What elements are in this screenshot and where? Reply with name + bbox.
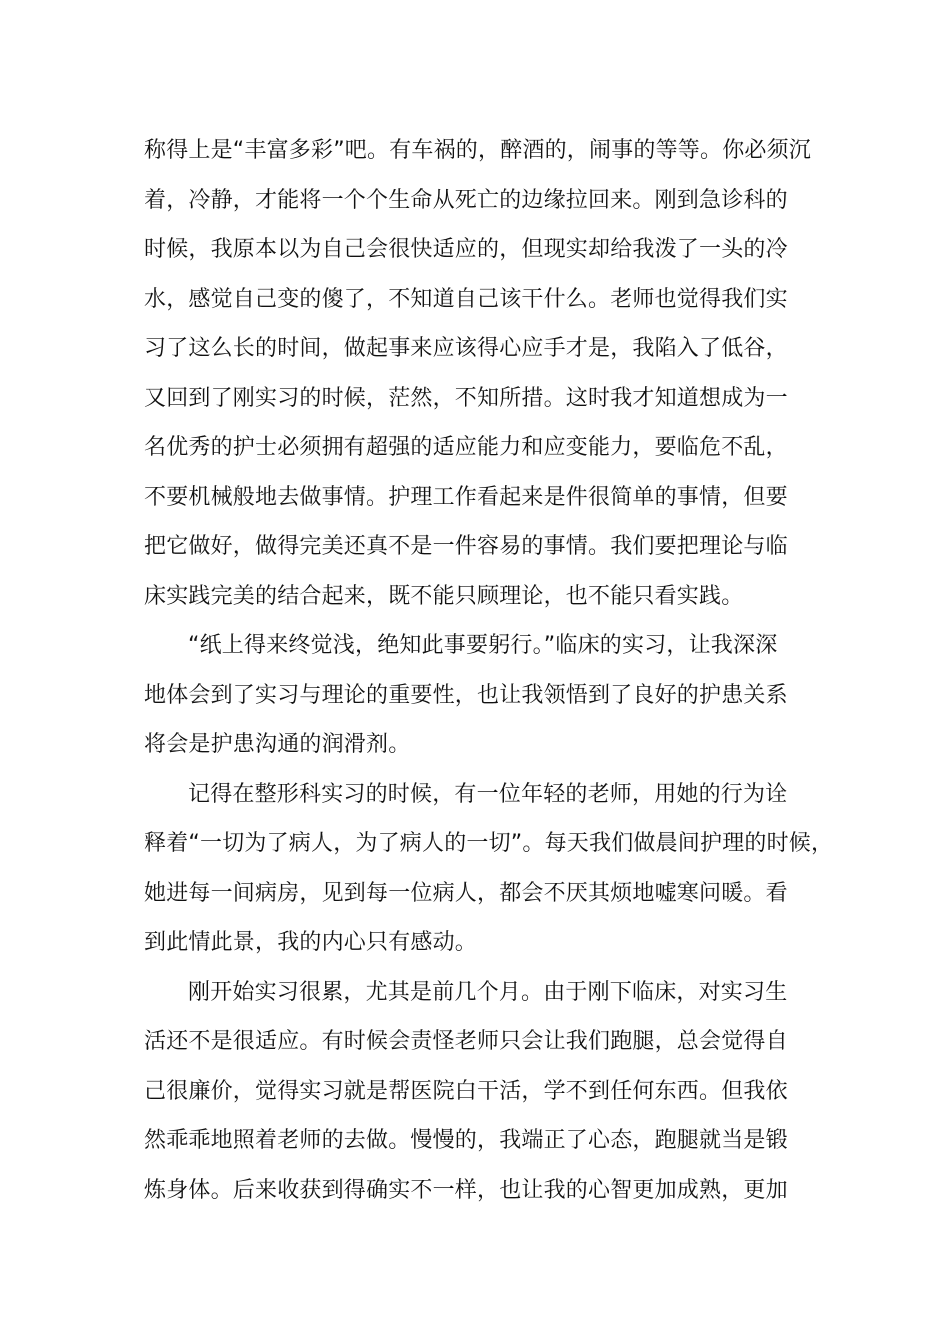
text-line: 习了这么长的时间，做起事来应该得心应手才是，我陷入了低谷， (144, 336, 788, 361)
text-line: 称得上是“丰富多彩”吧。有车祸的，醉酒的，闹事的等等。你必须沉 (144, 138, 811, 163)
paragraph-first-line: 记得在整形科实习的时候，有一位年轻的老师，用她的行为诠 (188, 781, 788, 807)
text-line: 名优秀的护士必须拥有超强的适应能力和应变能力，要临危不乱， (144, 435, 788, 460)
text-line: 床实践完美的结合起来，既不能只顾理论，也不能只看实践。 (144, 583, 744, 609)
text-line: 水，感觉自己变的傻了，不知道自己该干什么。老师也觉得我们实 (144, 286, 788, 312)
paragraph-first-line: “纸上得来终觉浅，绝知此事要躬行。”临床的实习，让我深深 (188, 633, 778, 658)
paragraph-first-line: 刚开始实习很累，尤其是前几个月。由于刚下临床，对实习生 (188, 979, 788, 1005)
text-line: 又回到了刚实习的时候，茫然，不知所措。这时我才知道想成为一 (144, 385, 788, 411)
text-line: 把它做好，做得完美还真不是一件容易的事情。我们要把理论与临 (144, 534, 788, 559)
body-text (144, 126, 834, 1215)
text-line: 炼身体。后来收获到得确实不一样，也让我的心智更加成熟，更加 (144, 1177, 788, 1203)
text-line: 她进每一间病房，见到每一位病人，都会不厌其烦地嘘寒问暖。看 (144, 880, 788, 906)
text-line: 着，冷静，才能将一个个生命从死亡的边缘拉回来。刚到急诊科的 (144, 187, 788, 213)
text-line: 将会是护患沟通的润滑剂。 (144, 732, 411, 757)
text-line: 然乖乖地照着老师的去做。慢慢的，我端正了心态，跑腿就当是锻 (144, 1128, 788, 1153)
text-line: 释着“一切为了病人，为了病人的一切”。每天我们做晨间护理的时候， (144, 831, 834, 856)
text-line: 地体会到了实习与理论的重要性，也让我领悟到了良好的护患关系 (144, 682, 788, 708)
text-line: 到此情此景，我的内心只有感动。 (144, 930, 478, 955)
text-line: 不要机械般地去做事情。护理工作看起来是件很简单的事情，但要 (144, 484, 788, 510)
text-line: 时候，我原本以为自己会很快适应的，但现实却给我泼了一头的冷 (144, 237, 788, 262)
text-line: 己很廉价，觉得实习就是帮医院白干活，学不到任何东西。但我依 (144, 1078, 788, 1104)
text-line: 活还不是很适应。有时候会责怪老师只会让我们跑腿，总会觉得自 (144, 1029, 788, 1054)
